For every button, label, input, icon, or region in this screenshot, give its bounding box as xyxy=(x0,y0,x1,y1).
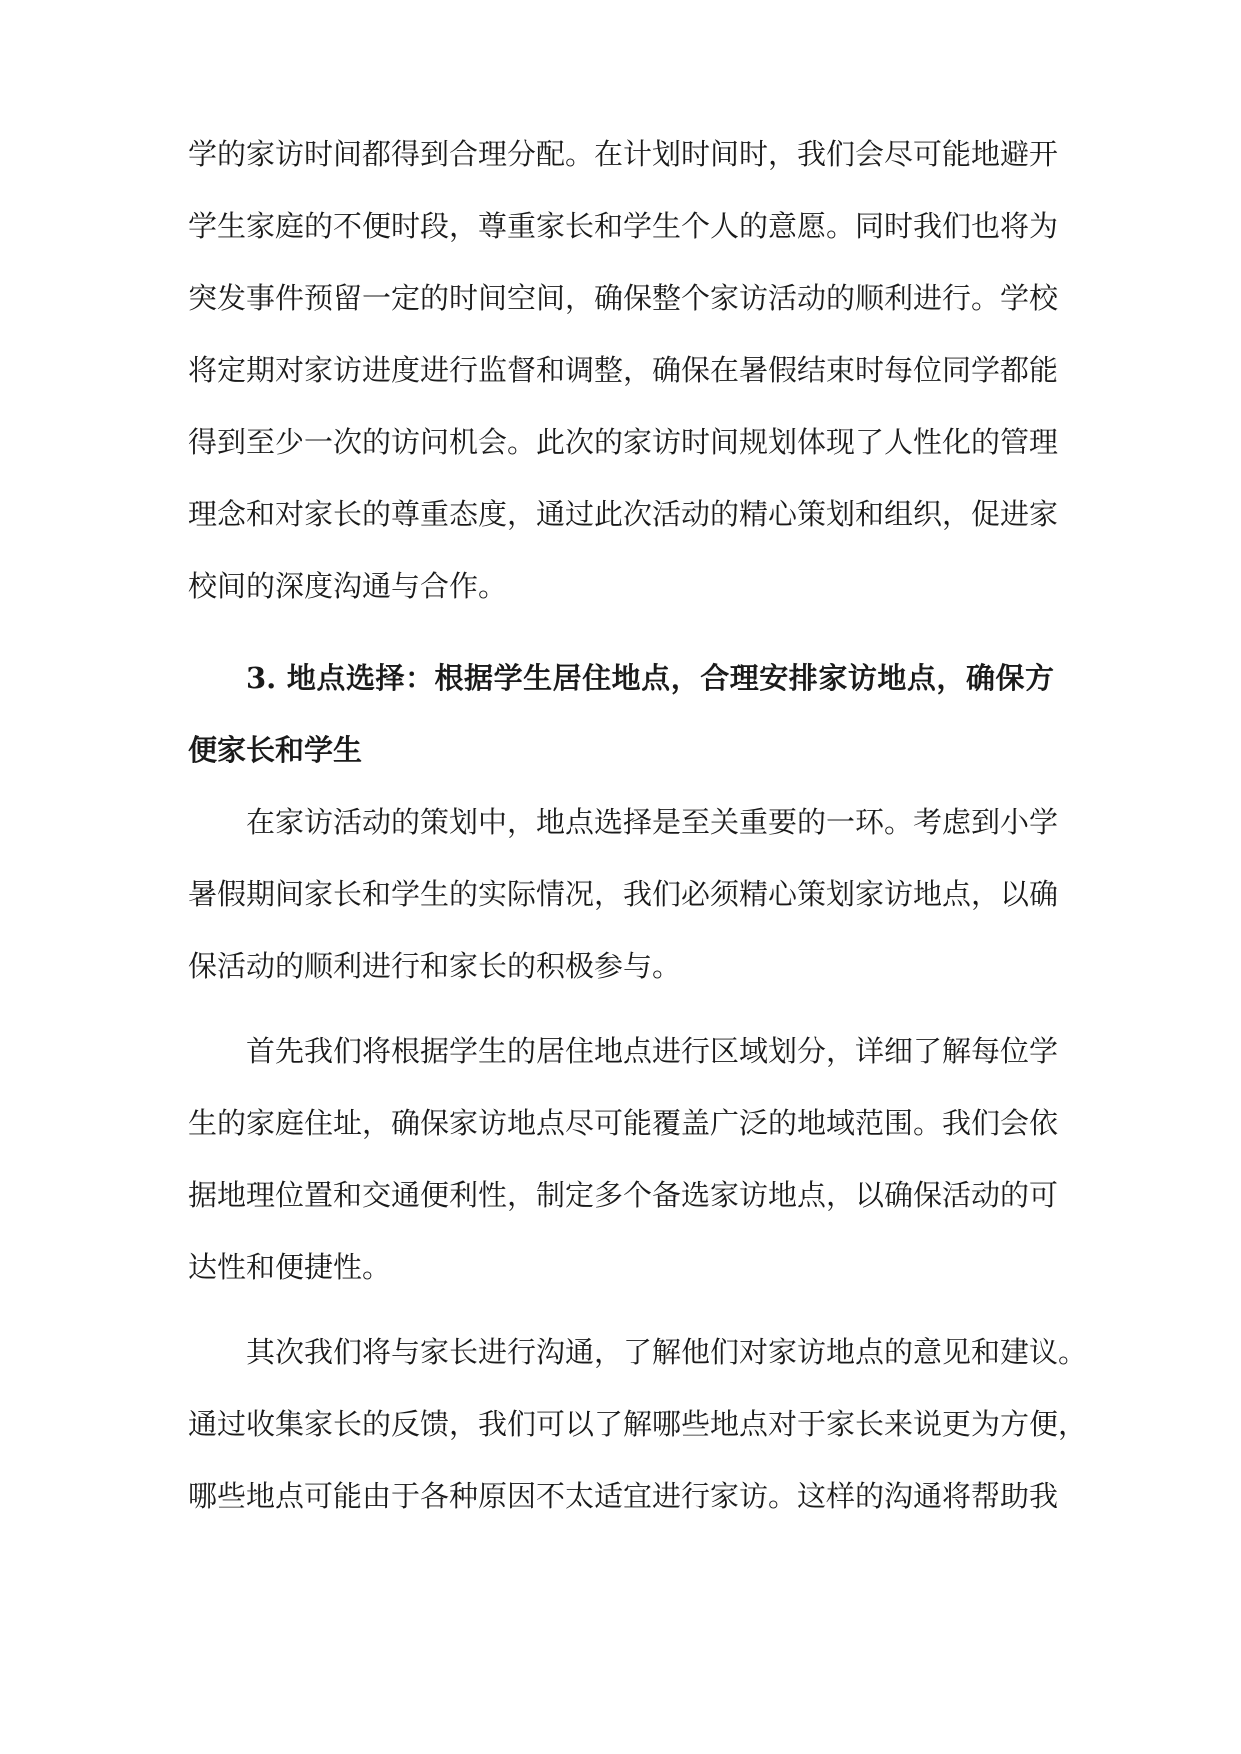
paragraph-2-line-1: 在家访活动的策划中，地点选择是至关重要的一环。考虑到小学 xyxy=(246,805,1059,839)
paragraph-2-line-3: 保活动的顺利进行和家长的积极参与。 xyxy=(188,949,682,983)
section-heading-line-1: 3. 地点选择：根据学生居住地点，合理安排家访地点，确保方 xyxy=(246,661,1054,695)
paragraph-1-line-7: 校间的深度沟通与合作。 xyxy=(188,569,508,603)
paragraph-3-line-4: 达性和便捷性。 xyxy=(188,1250,392,1284)
paragraph-3-line-1: 首先我们将根据学生的居住地点进行区域划分，详细了解每位学 xyxy=(246,1034,1059,1068)
paragraph-2-line-2: 暑假期间家长和学生的实际情况，我们必须精心策划家访地点，以确 xyxy=(188,877,1059,911)
section-heading-line-2: 便家长和学生 xyxy=(188,733,363,767)
paragraph-4-line-2: 通过收集家长的反馈，我们可以了解哪些地点对于家长来说更为方便， xyxy=(188,1407,1088,1441)
paragraph-1-line-4: 将定期对家访进度进行监督和调整，确保在暑假结束时每位同学都能 xyxy=(188,353,1059,387)
paragraph-4-line-3: 哪些地点可能由于各种原因不太适宜进行家访。这样的沟通将帮助我 xyxy=(188,1479,1059,1513)
paragraph-1-line-6: 理念和对家长的尊重态度，通过此次活动的精心策划和组织，促进家 xyxy=(188,497,1059,531)
paragraph-1-line-5: 得到至少一次的访问机会。此次的家访时间规划体现了人性化的管理 xyxy=(188,425,1059,459)
paragraph-1-line-1: 学的家访时间都得到合理分配。在计划时间时，我们会尽可能地避开 xyxy=(188,137,1059,171)
paragraph-3-line-3: 据地理位置和交通便利性，制定多个备选家访地点，以确保活动的可 xyxy=(188,1178,1059,1212)
paragraph-1-line-3: 突发事件预留一定的时间空间，确保整个家访活动的顺利进行。学校 xyxy=(188,281,1059,315)
paragraph-4-line-1: 其次我们将与家长进行沟通，了解他们对家访地点的意见和建议。 xyxy=(246,1335,1088,1369)
paragraph-1-line-2: 学生家庭的不便时段，尊重家长和学生个人的意愿。同时我们也将为 xyxy=(188,209,1059,243)
paragraph-3-line-2: 生的家庭住址，确保家访地点尽可能覆盖广泛的地域范围。我们会依 xyxy=(188,1106,1059,1140)
